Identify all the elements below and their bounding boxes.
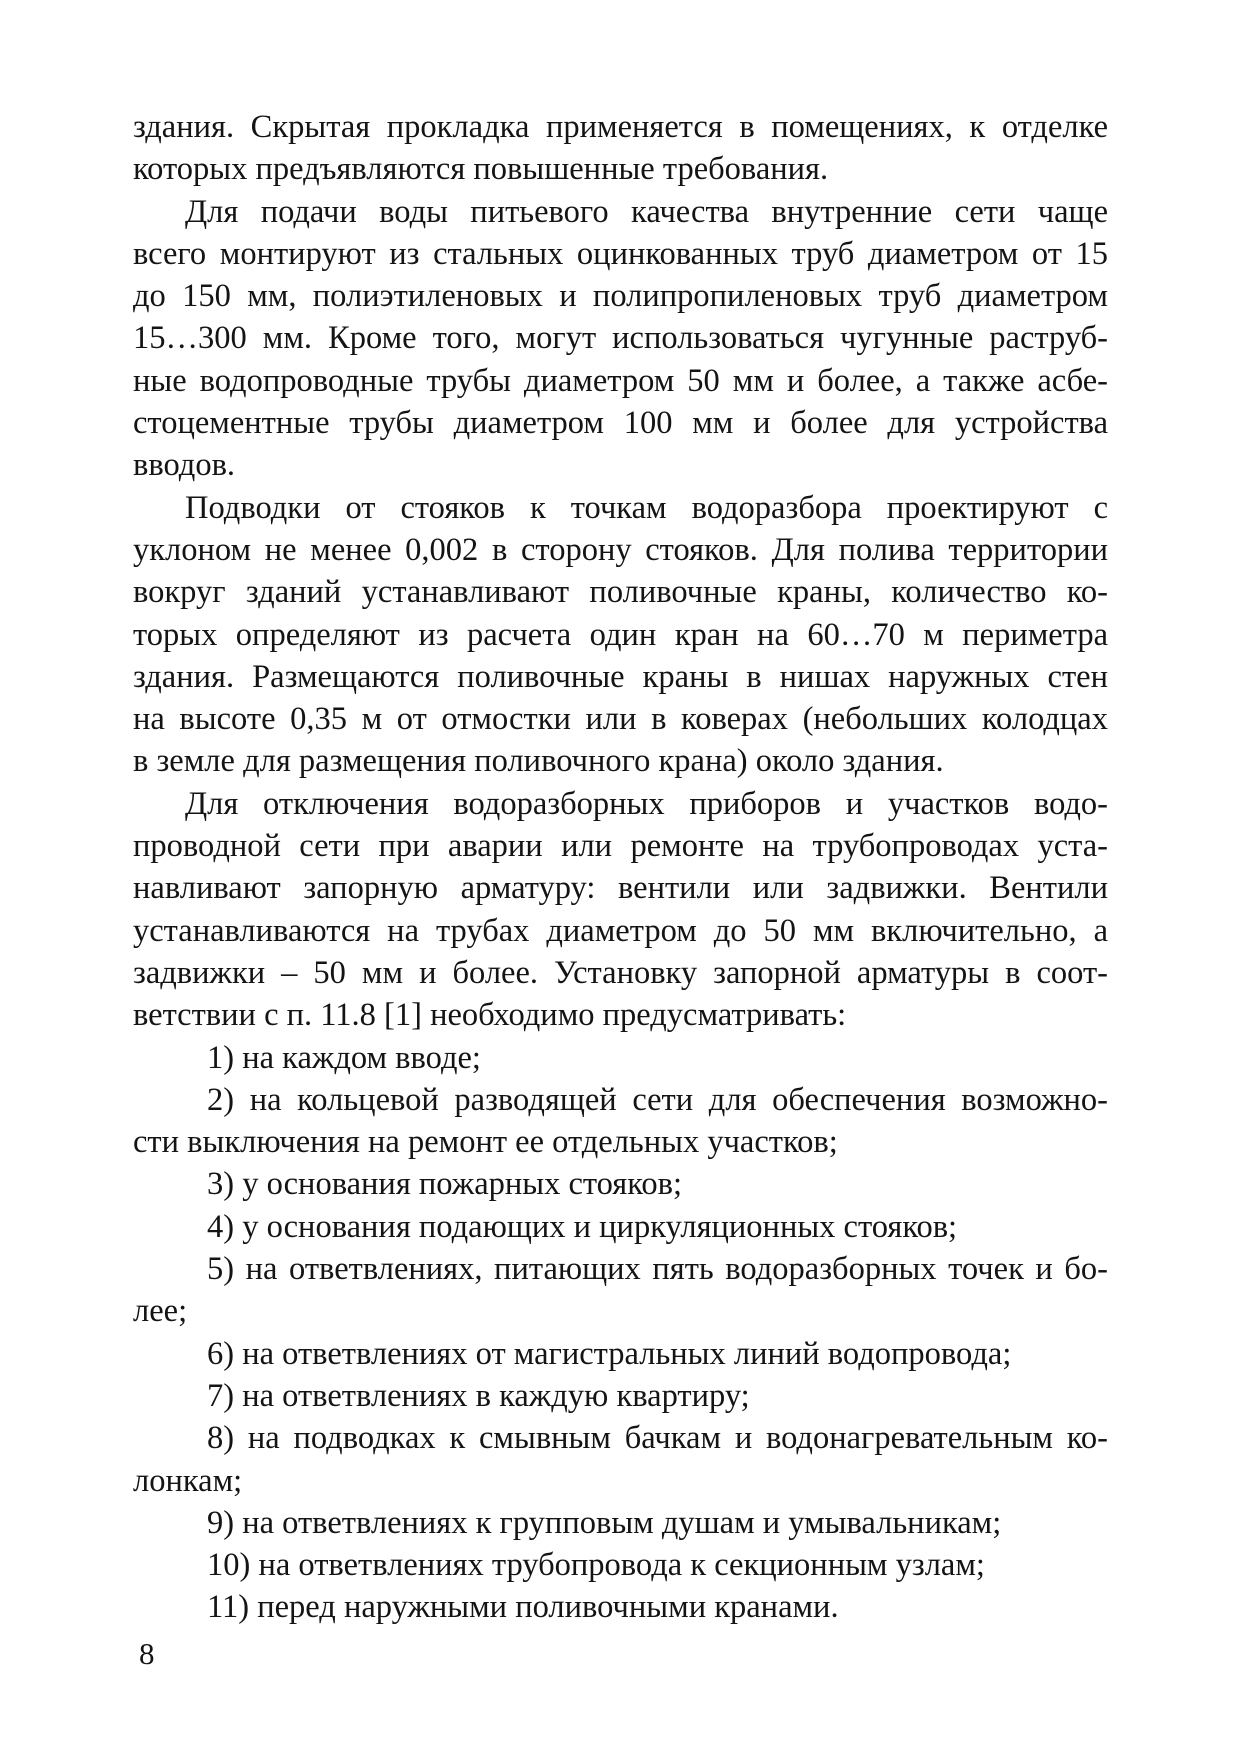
text-line: ветствии с п. 11.8 [1] необходимо предусматривать: — [133, 997, 847, 1034]
text-line: которых предъявляются повышенные требования. — [133, 151, 829, 188]
text-line: 6) на ответвлениях от магистральных линий водопровода; — [207, 1335, 1012, 1372]
text-line: торых определяют из расчета один кран на 60…70 м периметра — [133, 616, 1108, 653]
text-line: 9) на ответвлениях к групповым душам и умывальникам; — [207, 1504, 1002, 1541]
text-line: стоцементные трубы диаметром 100 мм и более для устройства — [133, 405, 1108, 442]
text-line: вводов. — [133, 447, 236, 484]
text-line: Для подачи воды питьевого качества внутренние сети чаще — [185, 193, 1108, 230]
text-line: 10) на ответвлениях трубопровода к секционным узлам; — [207, 1547, 985, 1584]
text-body — [133, 106, 1108, 1629]
page-number: 8 — [139, 1636, 155, 1671]
text-line: Подводки от стояков к точкам водоразбора проектируют с — [185, 489, 1108, 526]
text-line: на высоте 0,35 м от отмостки или в коверах (небольших колодцах — [133, 701, 1108, 738]
text-line: 11) перед наружными поливочными кранами. — [207, 1589, 839, 1626]
text-line: навливают запорную арматуру: вентили или задвижки. Вентили — [133, 870, 1108, 907]
text-line: уклоном не менее 0,002 в сторону стояков. Для полива территории — [133, 531, 1108, 568]
text-line: здания. Скрытая прокладка применяется в помещениях, к отделке — [133, 109, 1108, 145]
text-line: 4) у основания подающих и циркуляционных стояков; — [207, 1208, 958, 1245]
text-line: 7) на ответвлениях в каждую квартиру; — [207, 1377, 750, 1414]
text-line: всего монтируют из стальных оцинкованных труб диаметром от 15 — [133, 235, 1108, 272]
text-line: вокруг зданий устанавливают поливочные краны, количество ко- — [133, 574, 1108, 611]
text-line: 8) на подводках к смывным бачкам и водонагревательным ко- — [207, 1420, 1108, 1457]
text-line: в земле для размещения поливочного крана) около здания. — [133, 743, 944, 780]
text-line: лонкам; — [133, 1462, 243, 1499]
text-line: 5) на ответвлениях, питающих пять водоразборных точек и бо- — [207, 1251, 1108, 1288]
text-line: 15…300 мм. Кроме того, могут использоваться чугунные раструб- — [133, 320, 1108, 357]
text-line: здания. Размещаются поливочные краны в нишах наружных стен — [133, 658, 1108, 695]
text-line: устанавливаются на трубах диаметром до 50 мм включительно, а — [133, 912, 1108, 949]
text-line: 3) у основания пожарных стояков; — [207, 1166, 683, 1203]
text-line: лее; — [133, 1293, 188, 1330]
text-line: проводной сети при аварии или ремонте на трубопроводах уста- — [133, 828, 1108, 865]
text-line: 2) на кольцевой разводящей сети для обеспечения возможно- — [207, 1081, 1108, 1118]
text-line: задвижки – 50 мм и более. Установку запорной арматуры в соот- — [133, 954, 1108, 991]
text-line: ные водопроводные трубы диаметром 50 мм и более, а также асбе- — [133, 362, 1108, 399]
text-line: сти выключения на ремонт ее отдельных участков; — [133, 1124, 838, 1161]
text-line: Для отключения водоразборных приборов и участков водо- — [185, 785, 1108, 822]
text-line: 1) на каждом вводе; — [207, 1039, 481, 1076]
text-line: до 150 мм, полиэтиленовых и полипропиленовых труб диаметром — [133, 278, 1108, 315]
